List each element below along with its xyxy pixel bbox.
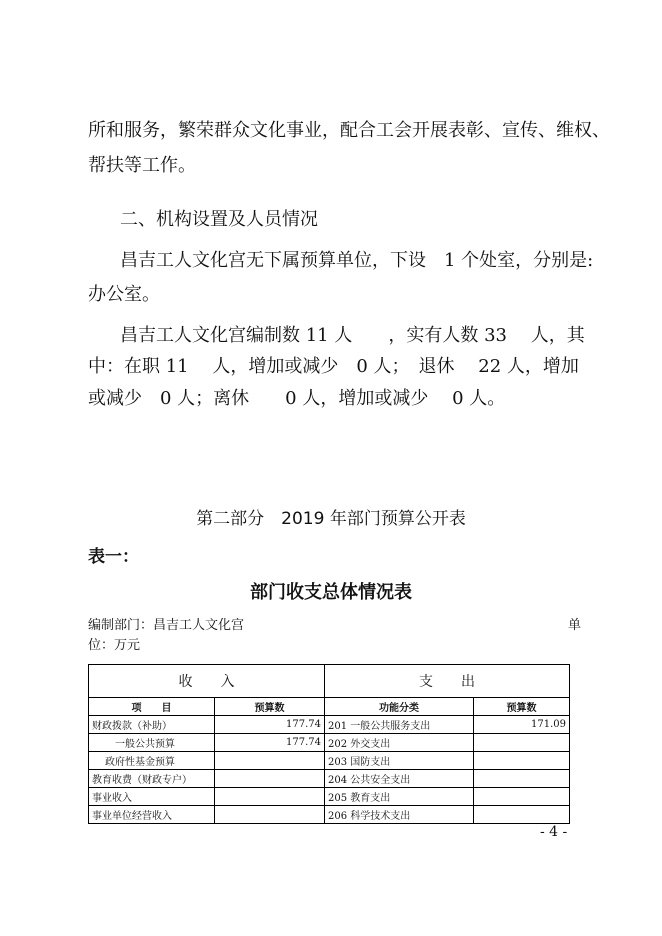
row-amount — [474, 752, 570, 770]
paragraph-line: 中：在职 11 人，增加或减少 0 人； 退休 22 人，增加 — [88, 356, 579, 377]
row-amount — [215, 770, 325, 788]
table-label: 表一： — [88, 547, 139, 567]
page-number: - 4 - — [540, 824, 568, 840]
paragraph-line: 所和服务，繁荣群众文化事业，配合工会开展表彰、宣传、维权、 — [88, 120, 610, 141]
paragraph-line: 帮扶等工作。 — [88, 155, 196, 176]
table-row — [89, 734, 570, 752]
row-function: 204 公共安全支出 — [325, 770, 474, 788]
table-row — [89, 716, 570, 734]
row-amount — [215, 806, 325, 824]
table-column-header-row — [89, 698, 570, 716]
column-header-item: 项 目 — [89, 698, 215, 716]
row-item: 政府性基金预算 — [89, 752, 215, 770]
row-amount — [474, 806, 570, 824]
row-amount — [474, 734, 570, 752]
row-function: 201 一般公共服务支出 — [325, 716, 474, 734]
row-amount: 177.74 — [215, 716, 325, 734]
table-group-header-row — [89, 665, 570, 698]
table-row — [89, 770, 570, 788]
row-item: 一般公共预算 — [89, 734, 215, 752]
row-item: 事业单位经营收入 — [89, 806, 215, 824]
part-title: 第二部分 2019 年部门预算公开表 — [196, 509, 466, 529]
table-row — [89, 752, 570, 770]
row-function: 203 国防支出 — [325, 752, 474, 770]
row-amount: 171.09 — [474, 716, 570, 734]
row-function: 205 教育支出 — [325, 788, 474, 806]
row-amount — [215, 788, 325, 806]
column-header-budget: 预算数 — [474, 698, 570, 716]
paragraph-line: 昌吉工人文化宫无下属预算单位，下设 1 个处室，分别是: — [120, 250, 594, 271]
unit-label-part2: 位：万元 — [88, 638, 141, 653]
unit-label-part1: 单 — [568, 618, 582, 633]
income-header: 收 入 — [89, 665, 325, 698]
row-amount: 177.74 — [215, 734, 325, 752]
paragraph-line: 昌吉工人文化宫编制数 11 人 ，实有人数 33 人，其 — [120, 325, 585, 346]
row-item: 教育收费（财政专户） — [89, 770, 215, 788]
row-amount — [474, 788, 570, 806]
row-amount — [474, 770, 570, 788]
column-header-budget: 预算数 — [215, 698, 325, 716]
row-item: 财政拨款（补助） — [89, 716, 215, 734]
table-title: 部门收支总体情况表 — [250, 582, 412, 603]
expense-header: 支 出 — [325, 665, 570, 698]
row-function: 202 外交支出 — [325, 734, 474, 752]
row-function: 206 科学技术支出 — [325, 806, 474, 824]
section-heading: 二、机构设置及人员情况 — [120, 209, 318, 230]
table-row — [89, 806, 570, 824]
table-row — [89, 788, 570, 806]
paragraph-line: 或减少 0 人；离休 0 人，增加或减少 0 人。 — [88, 388, 506, 409]
row-item: 事业收入 — [89, 788, 215, 806]
row-amount — [215, 752, 325, 770]
paragraph-line: 办公室。 — [88, 284, 160, 305]
budget-table — [88, 664, 570, 824]
column-header-function: 功能分类 — [325, 698, 474, 716]
compiling-department: 编制部门：昌吉工人文化宫 — [88, 618, 245, 633]
